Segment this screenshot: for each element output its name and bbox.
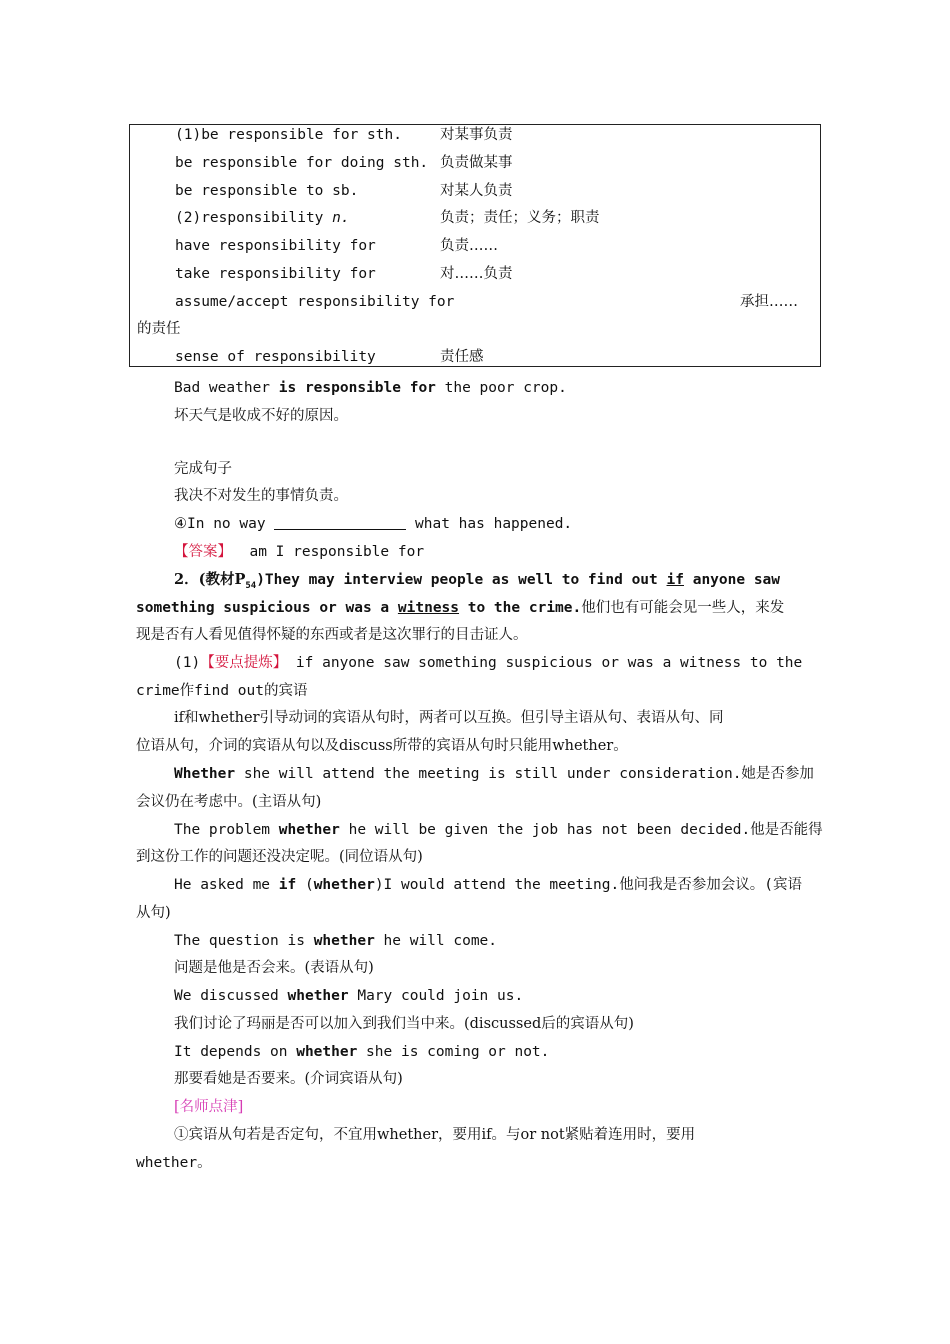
example-whether-6-cn: 那要看她是否要来。(介词宾语从句) bbox=[174, 1071, 403, 1087]
example-whether-5-cn: 我们讨论了玛丽是否可以加入到我们当中来。(discussed后的宾语从句) bbox=[174, 1016, 634, 1032]
exercise-prompt: 我决不对发生的事情负责。 bbox=[174, 488, 348, 504]
vocab-row-cn-right: 承担…… bbox=[740, 294, 798, 310]
vocab-box bbox=[129, 124, 821, 367]
key-point-label: 【要点提炼】 bbox=[200, 655, 288, 671]
rule-line2: 位语从句，介词的宾语从句以及discuss所带的宾语从句时只能用whether。 bbox=[136, 738, 628, 754]
vocab-row-cn-wrap: 的责任 bbox=[137, 321, 181, 337]
rule-line1: if和whether引导动词的宾语从句时，两者可以互换。但引导主语从句、表语从句、同 bbox=[174, 710, 724, 726]
vocab-row: be responsible to sb. 对某人负责 bbox=[175, 183, 513, 199]
exercise-answer: 【答案】 am I responsible for bbox=[174, 544, 425, 560]
example-whether-2: The problem whether he will be given the job has not been decided.他是否能得 bbox=[174, 822, 823, 838]
key-point-line2: crime作find out的宾语 bbox=[136, 683, 308, 699]
example-whether-3-cont: 从句) bbox=[136, 905, 171, 921]
vocab-row: assume/accept responsibility for bbox=[175, 294, 455, 310]
vocab-row: sense of responsibility 责任感 bbox=[175, 349, 484, 365]
example-whether-1: Whether she will attend the meeting is still under consideration.她是否参加 bbox=[174, 766, 814, 782]
vocab-row: (1)be responsible for sth. 对某事负责 bbox=[175, 127, 513, 143]
point2-line2: something suspicious or was a witness to the crime.他们也有可能会见一些人，来发 bbox=[136, 600, 785, 616]
example-whether-3: He asked me if (whether)I would attend the meeting.他问我是否参加会议。(宾语 bbox=[174, 877, 802, 893]
example-whether-4: The question is whether he will come. bbox=[174, 933, 498, 949]
vocab-row: be responsible for doing sth. 负责做某事 bbox=[175, 155, 513, 171]
tip-line1: ①宾语从句若是否定句，不宜用whether，要用if。与or not紧贴着连用时，要用 bbox=[174, 1127, 696, 1143]
vocab-row: take responsibility for 对……负责 bbox=[175, 266, 513, 282]
key-point-line1: (1)【要点提炼】 if anyone saw something suspicious or was a witness to the bbox=[174, 655, 803, 671]
tip-label: [名师点津] bbox=[174, 1099, 244, 1115]
example-whether-6: It depends on whether she is coming or not. bbox=[174, 1044, 550, 1060]
example-whether-1-cont: 会议仍在考虑中。(主语从句) bbox=[136, 794, 322, 810]
example-whether-4-cn: 问题是他是否会来。(表语从句) bbox=[174, 960, 374, 976]
point2-line3: 现是否有人看见值得怀疑的东西或者是这次罪行的目击证人。 bbox=[136, 627, 528, 643]
example-translation: 坏天气是收成不好的原因。 bbox=[174, 408, 348, 424]
example-whether-2-cont: 到这份工作的问题还没决定呢。(同位语从句) bbox=[136, 849, 423, 865]
example-sentence: Bad weather is responsible for the poor crop. bbox=[174, 380, 567, 396]
answer-blank[interactable] bbox=[274, 515, 406, 530]
tip-line2: whether。 bbox=[136, 1155, 212, 1171]
exercise-heading: 完成句子 bbox=[174, 461, 232, 477]
example-whether-5: We discussed whether Mary could join us. bbox=[174, 988, 524, 1004]
answer-label: 【答案】 bbox=[174, 544, 232, 560]
point2-line1: 2．(教材$P_{54})They$ may interview people as well to find out if anyone saw bbox=[174, 571, 781, 591]
exercise-question: ④In no way what has happened. bbox=[174, 516, 573, 532]
vocab-row: have responsibility for 负责…… bbox=[175, 238, 498, 254]
vocab-row: (2)responsibility n. 负责；责任；义务；职责 bbox=[175, 210, 600, 226]
